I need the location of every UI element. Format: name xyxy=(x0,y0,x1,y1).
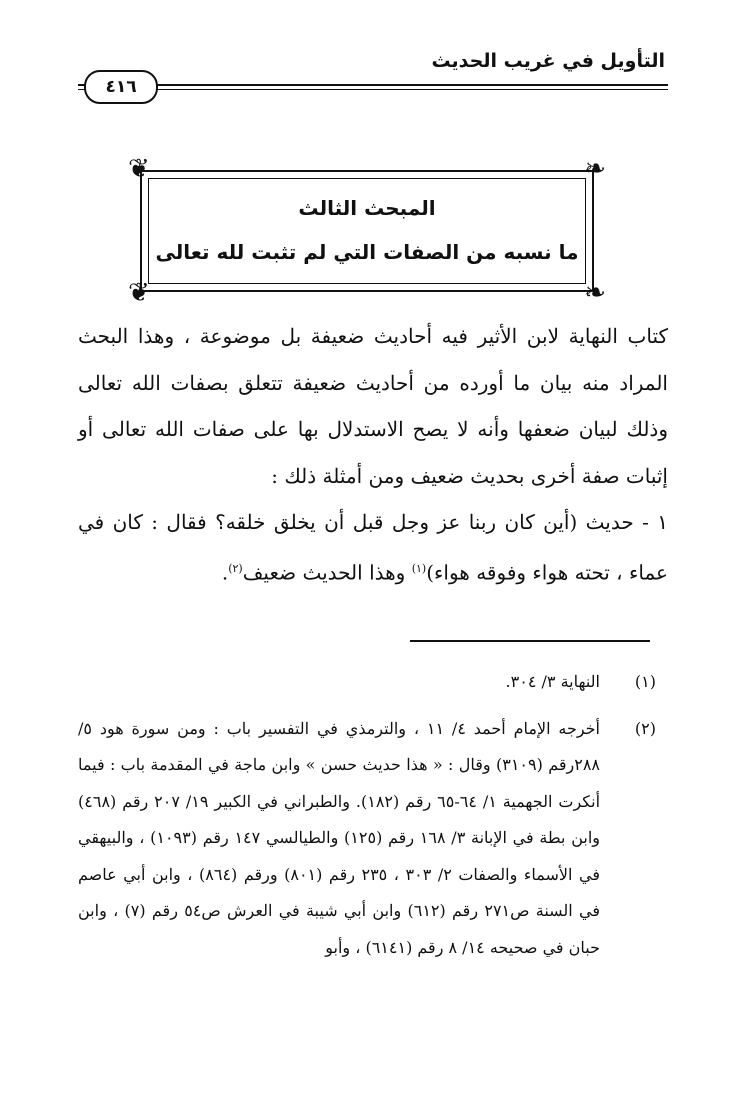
footnote-ref-1[interactable]: (١) xyxy=(411,561,427,575)
example-1-tail: وهذا الحديث ضعيف xyxy=(242,560,412,585)
footnote-item xyxy=(78,664,668,701)
chapter-title: المبحث الثالث xyxy=(298,196,436,220)
corner-ornament-icon: ❧ xyxy=(584,154,606,184)
body-text xyxy=(78,313,668,596)
chapter-title-box xyxy=(128,154,606,308)
corner-ornament-icon: ❦ xyxy=(128,278,150,308)
footnotes xyxy=(78,664,668,976)
footnote-text: النهاية ٣/ ٣٠٤. xyxy=(505,672,600,691)
footnote-ref-2[interactable]: (٢) xyxy=(228,561,243,575)
footnote-separator xyxy=(410,640,650,642)
footnote-text: أخرجه الإمام أحمد ٤/ ١١ ، والترمذي في التفسير باب : ومن سورة هود ٥/ ٢٨٨رقم (٣١٠٩) وقال : « هذا حديث حسن » وابن ماجة في المقدمة باب : فيما أنكرت الجهمية ١/ ٦٤-٦٥ رقم (١٨٢). والطبراني في الكبير ١٩/ ٢٠٧ رقم (٤٦٨) وابن بطة في الإبانة ٣/ ١٦٨ رقم (١٢٥) والطيالسي ١٤٧ رقم (١٠٩٣) ، والبيهقي في الأسماء والصفات ٢/ ٣٠٣ ، ٢٣٥ رقم (٨٠١) ورقم (٨٦٤) ، وابن أبي عاصم في السنة ص٢٧١ رقم (٦١٢) وابن أبي شيبة في العرش ص٥٤ رقم (٧) ، وابن حبان في صحيحه ١٤/ ٨ رقم (٦١٤١) ، وأبو xyxy=(78,718,601,957)
intro-paragraph: كتاب النهاية لابن الأثير فيه أحاديث ضعيفة بل موضوعة ، وهذا البحث المراد منه بيان ما أورده من أحاديث ضعيفة تتعلق بصفات الله تعالى وذلك لبيان ضعفها وأنه لا يصح الاستدلال بها على صفات الله تعالى أو إثبات صفة أخرى بحديث ضعيف ومن أمثلة ذلك : xyxy=(78,324,668,488)
chapter-title-box-inner-border xyxy=(148,178,586,284)
header-rule-thin xyxy=(78,89,668,90)
example-1-text: ١ - حديث (أين كان ربنا عز وجل قبل أن يخلق خلقه؟ فقال : كان في عماء ، تحته هواء وفوقه هواء) xyxy=(78,510,668,585)
running-header-title: التأويل في غريب الحديث xyxy=(431,50,665,72)
corner-ornament-icon: ❦ xyxy=(128,154,150,184)
corner-ornament-icon: ❧ xyxy=(584,278,606,308)
example-1-end: . xyxy=(221,560,229,585)
footnote-number: (١) xyxy=(634,672,656,691)
header-rule xyxy=(78,84,668,86)
footnote-item xyxy=(78,711,668,967)
page-number: ٤١٦ xyxy=(84,70,158,104)
footnote-number: (٢) xyxy=(634,718,656,738)
chapter-subtitle: ما نسبه من الصفات التي لم تثبت لله تعالى xyxy=(155,240,579,264)
example-1 xyxy=(78,499,668,596)
